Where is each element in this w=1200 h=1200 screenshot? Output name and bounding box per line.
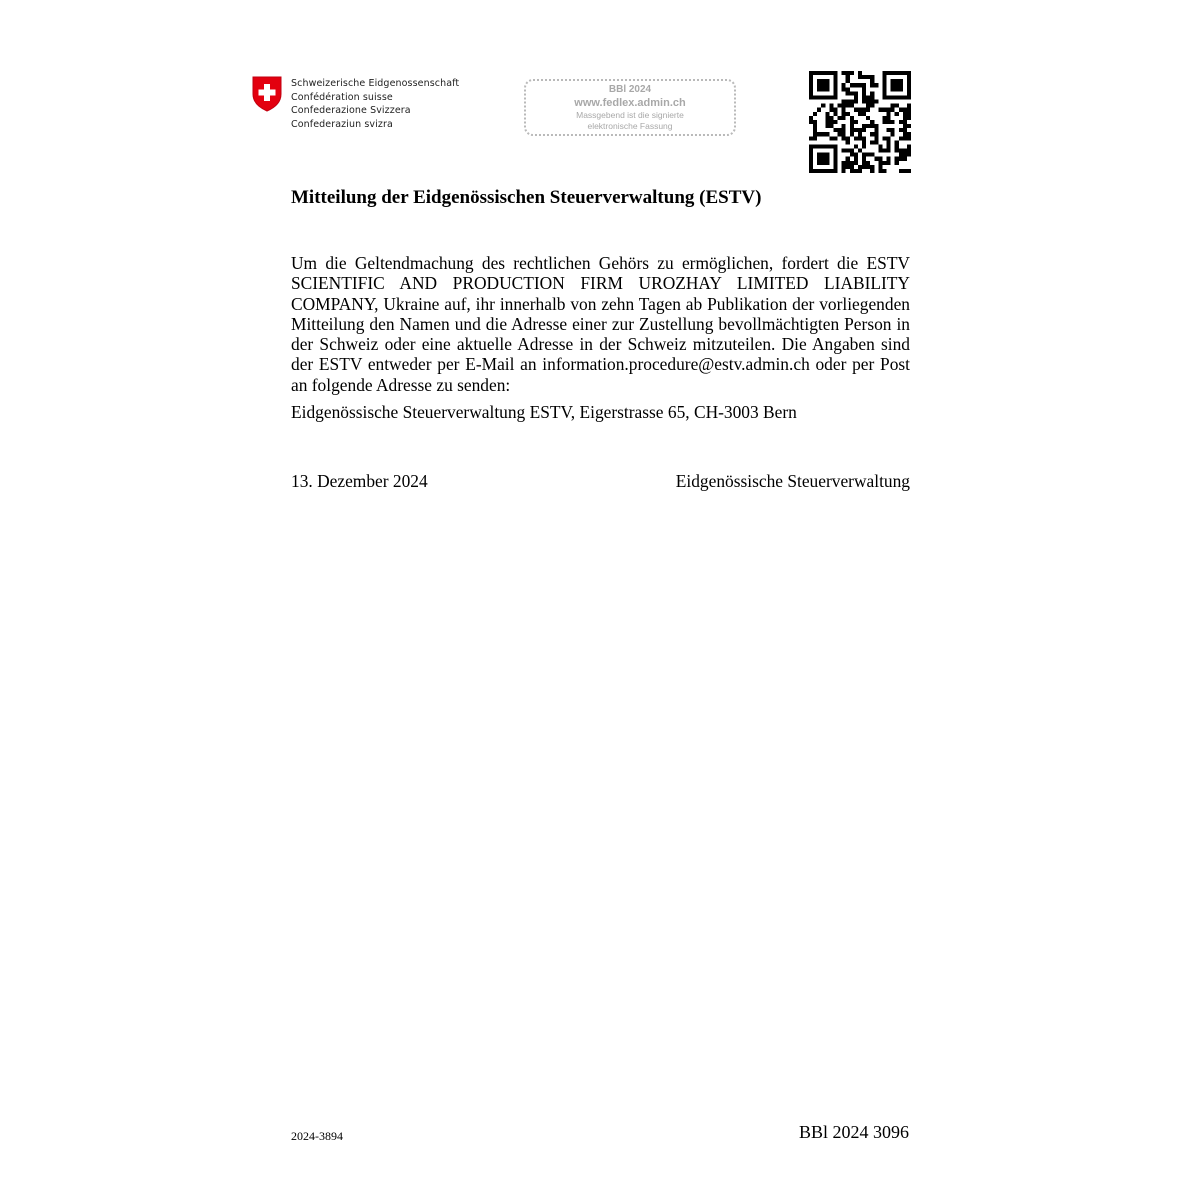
logo-text xyxy=(291,76,459,131)
logo-line-rm: Confederaziun svizra xyxy=(291,118,393,130)
publication-stamp xyxy=(524,79,736,136)
bbl-reference: BBl 2024 3096 xyxy=(798,1122,909,1142)
document-date: 13. Dezember 2024 xyxy=(291,471,428,491)
swiss-confederation-logo xyxy=(252,76,459,131)
stamp-line-4: elektronische Fassung xyxy=(587,120,673,131)
logo-line-it: Confederazione Svizzera xyxy=(291,105,411,116)
swiss-shield-icon xyxy=(252,76,282,112)
logo-line-fr: Confédération suisse xyxy=(291,91,393,103)
stamp-line-3: Massgebend ist die signierte xyxy=(576,110,684,120)
qr-code-icon xyxy=(809,71,911,173)
signing-authority: Eidgenössische Steuerverwaltung xyxy=(675,471,910,491)
document-number: 2024-3894 xyxy=(291,1129,343,1143)
stamp-line-2: www.fedlex.admin.ch xyxy=(574,97,686,109)
stamp-line-1: BBl 2024 xyxy=(608,84,652,95)
postal-address: Eidgenössische Steuerverwaltung ESTV, Eigerstrasse 65, CH-3003 Bern xyxy=(291,402,797,422)
logo-line-de: Schweizerische Eidgenossenschaft xyxy=(291,78,460,89)
document-title: Mitteilung der Eidgenössischen Steuerverwaltung (ESTV) xyxy=(291,187,762,208)
body-paragraph: Um die Geltendmachung des rechtlichen Gehörs zu ermöglichen, fordert die ESTV SCIENTIFIC AND PRODUCTION FIRM UROZHAY LIMITED LIABILITY COMPANY, Ukraine auf, ihr innerhalb von zehn Tagen ab Publikation der vorliegenden Mitteilung den Namen und die Adresse einer zur Zustellung bevollmächtigten Person in der Schweiz oder eine aktuelle Adresse in der Schweiz mitzuteilen. Die Angaben sind der ESTV entweder per E-Mail an information.procedure@estv.admin.ch oder per Post an folgende Adresse zu senden: xyxy=(291,253,910,395)
